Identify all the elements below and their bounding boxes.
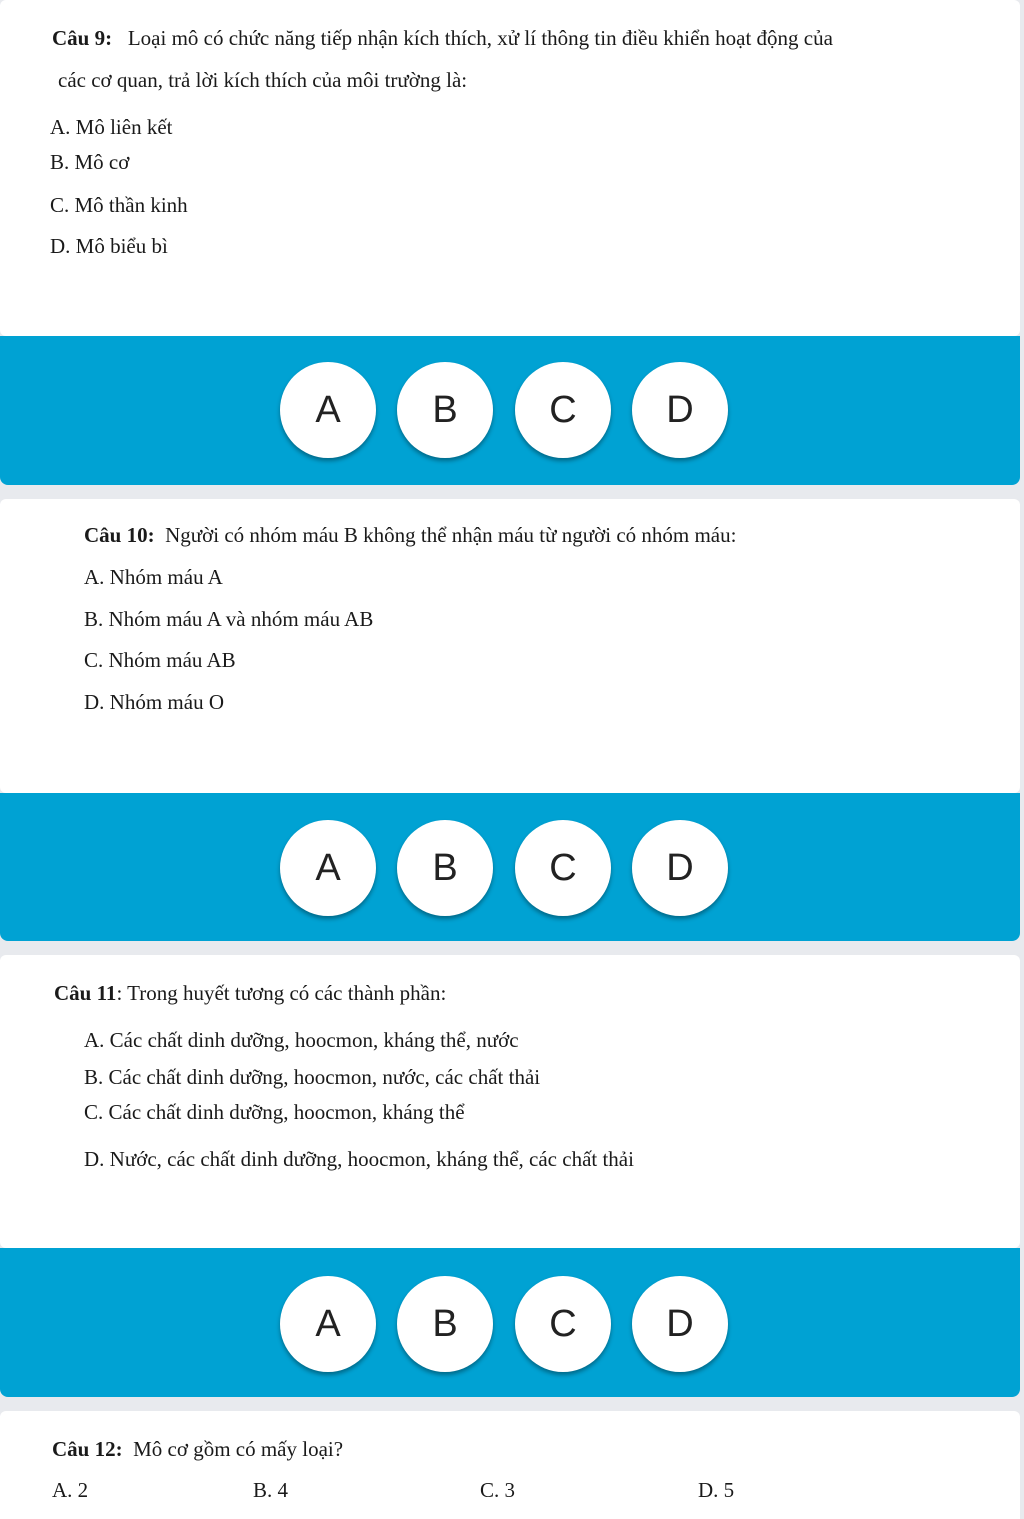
- answer-bar-9: [0, 336, 1020, 485]
- question-label: Câu 11: [54, 981, 117, 1005]
- option-d: D. Nhóm máu O: [84, 690, 224, 714]
- option-c: C. Các chất dinh dưỡng, hoocmon, kháng thể: [84, 1100, 465, 1124]
- question-body: : Trong huyết tương có các thành phần:: [116, 981, 447, 1005]
- answer-bar-10: [0, 793, 1020, 941]
- answer-choice-b[interactable]: B: [397, 820, 493, 916]
- option-a: A. Mô liên kết: [50, 115, 173, 139]
- answer-choice-b[interactable]: B: [397, 362, 493, 458]
- question-card-11: [0, 955, 1020, 1248]
- question-body: Người có nhóm máu B không thể nhận máu từ người có nhóm máu:: [165, 523, 737, 547]
- question-text: [54, 979, 446, 1007]
- answer-choice-a[interactable]: A: [280, 820, 376, 916]
- question-text: [84, 521, 736, 549]
- question-label: Câu 9:: [52, 26, 113, 50]
- question-text: [52, 1435, 343, 1463]
- option-a: A. 2: [52, 1478, 89, 1502]
- option-b: B. 4: [253, 1478, 289, 1502]
- question-label: Câu 10:: [84, 523, 155, 547]
- question-body: Loại mô có chức năng tiếp nhận kích thích, xử lí thông tin điều khiển hoạt động của: [127, 26, 833, 50]
- option-d: D. Nước, các chất dinh dưỡng, hoocmon, kháng thể, các chất thải: [84, 1147, 634, 1171]
- answer-choice-c[interactable]: C: [515, 820, 611, 916]
- question-card-10: [0, 499, 1020, 793]
- answer-choice-d[interactable]: D: [632, 820, 728, 916]
- question-text: [52, 24, 833, 52]
- answer-choice-d[interactable]: D: [632, 362, 728, 458]
- question-label: Câu 12:: [52, 1437, 123, 1461]
- question-card-9: [0, 0, 1020, 336]
- question-text-continued: các cơ quan, trả lời kích thích của môi trường là:: [58, 68, 468, 92]
- option-b: B. Mô cơ: [50, 150, 130, 174]
- answer-choice-a[interactable]: A: [280, 1276, 376, 1372]
- option-a: A. Các chất dinh dưỡng, hoocmon, kháng thể, nước: [84, 1028, 519, 1052]
- option-d: D. 5: [698, 1478, 735, 1502]
- option-c: C. Nhóm máu AB: [84, 648, 236, 672]
- answer-choice-a[interactable]: A: [280, 362, 376, 458]
- option-d: D. Mô biểu bì: [50, 234, 168, 258]
- option-a: A. Nhóm máu A: [84, 565, 223, 589]
- question-body: Mô cơ gồm có mấy loại?: [133, 1437, 344, 1461]
- option-b: B. Nhóm máu A và nhóm máu AB: [84, 607, 374, 631]
- answer-choice-c[interactable]: C: [515, 362, 611, 458]
- answer-bar-11: [0, 1248, 1020, 1397]
- question-card-12: [0, 1411, 1020, 1519]
- answer-choice-c[interactable]: C: [515, 1276, 611, 1372]
- answer-choice-b[interactable]: B: [397, 1276, 493, 1372]
- option-c: C. 3: [480, 1478, 516, 1502]
- answer-choice-d[interactable]: D: [632, 1276, 728, 1372]
- option-b: B. Các chất dinh dưỡng, hoocmon, nước, các chất thải: [84, 1065, 541, 1089]
- option-c: C. Mô thần kinh: [50, 193, 188, 217]
